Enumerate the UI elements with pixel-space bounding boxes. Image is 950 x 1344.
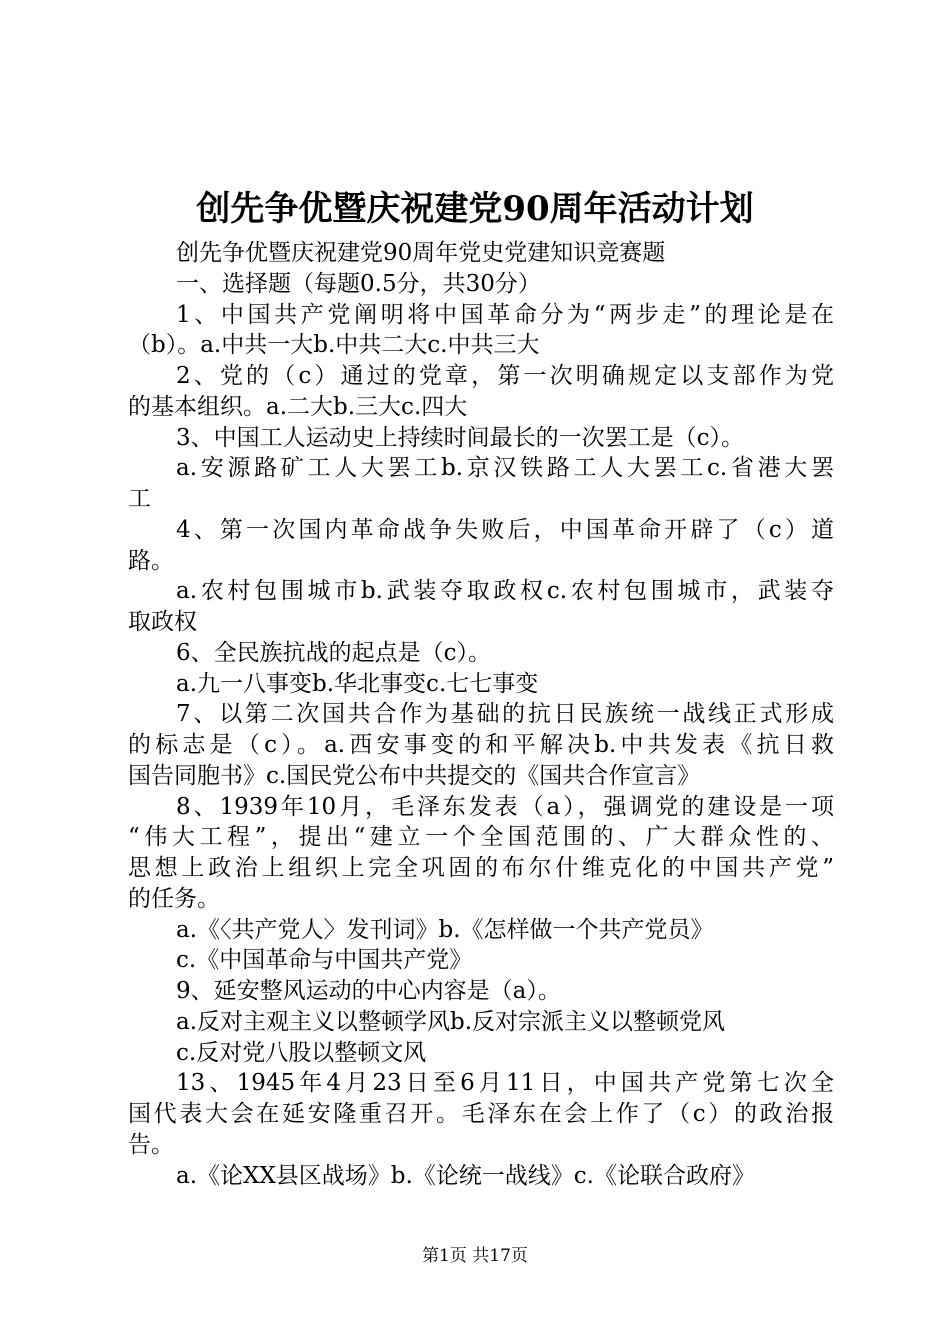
question-7-line-3: 国告同胞书》c.国民党公布中共提交的《国共合作宣言》 bbox=[128, 762, 701, 789]
question-9-options-line-2: c.反对党八股以整顿文风 bbox=[176, 1039, 427, 1066]
question-1-line-2: （b）。a.中共一大b.中共二大c.中共三大 bbox=[128, 332, 540, 359]
question-8-line-1: 8、1939年10月，毛泽东发表（a），强调党的建设是一项 bbox=[176, 793, 834, 820]
question-3-line-1: 3、中国工人运动史上持续时间最长的一次罢工是（c）。 bbox=[176, 424, 745, 451]
question-6-options: a.九一八事变b.华北事变c.七七事变 bbox=[176, 670, 539, 697]
question-8-options-line-1: a.《〈共产党人〉发刊词》b.《怎样做一个共产党员》 bbox=[176, 916, 714, 943]
question-13-line-3: 告。 bbox=[128, 1131, 174, 1158]
question-4-options-line-2: 取政权 bbox=[128, 609, 197, 635]
question-2-line-2: 的基本组织。a.二大b.三大c.四大 bbox=[128, 393, 468, 420]
question-4-line-1: 4、第一次国内革命战争失败后，中国革命开辟了（c）道 bbox=[176, 516, 834, 543]
section-heading: 一、选择题（每题0.5分，共30分） bbox=[176, 270, 541, 297]
question-13-options: a.《论XX县区战场》b.《论统一战线》c.《论联合政府》 bbox=[176, 1162, 755, 1189]
question-8-options-line-2: c.《中国革命与中国共产党》 bbox=[176, 947, 473, 974]
question-4-options-line-1: a.农村包围城市b.武装夺取政权c.农村包围城市，武装夺 bbox=[176, 578, 834, 605]
question-8-line-4: 的任务。 bbox=[128, 885, 220, 912]
question-4-line-2: 路。 bbox=[128, 547, 174, 574]
question-7-line-1: 7、以第二次国共合作为基础的抗日民族统一战线正式形成 bbox=[176, 701, 834, 728]
page-footer: 第1页 共17页 bbox=[422, 1246, 528, 1266]
document-title: 创先争优暨庆祝建党90周年活动计划 bbox=[196, 189, 754, 229]
question-2-line-1: 2、党的（c）通过的党章，第一次明确规定以支部作为党 bbox=[176, 363, 834, 389]
question-6-line: 6、全民族抗战的起点是（c）。 bbox=[176, 639, 492, 666]
question-3-options-line-2: 工 bbox=[128, 486, 151, 512]
question-8-line-3: 思想上政治上组织上完全巩固的布尔什维克化的中国共产党” bbox=[128, 855, 834, 881]
document-body bbox=[128, 238, 834, 1191]
question-7-line-2: 的标志是（c）。a.西安事变的和平解决b.中共发表《抗日救 bbox=[128, 732, 834, 758]
subtitle-line: 创先争优暨庆祝建党90周年党史党建知识竞赛题 bbox=[176, 240, 666, 266]
question-3-options-line-1: a.安源路矿工人大罢工b.京汉铁路工人大罢工c.省港大罢 bbox=[176, 455, 834, 482]
question-1-line-1: 1、中国共产党阐明将中国革命分为“两步走”的理论是在 bbox=[176, 301, 834, 328]
question-8-line-2: “伟大工程”，提出“建立一个全国范围的、广大群众性的、 bbox=[128, 824, 834, 851]
question-9-line: 9、延安整风运动的中心内容是（a）。 bbox=[176, 978, 561, 1004]
question-13-line-2: 国代表大会在延安隆重召开。毛泽东在会上作了（c）的政治报 bbox=[128, 1101, 834, 1127]
question-9-options-line-1: a.反对主观主义以整顿学风b.反对宗派主义以整顿党风 bbox=[176, 1008, 726, 1035]
question-13-line-1: 13、1945年4月23日至6月11日，中国共产党第七次全 bbox=[176, 1070, 834, 1097]
